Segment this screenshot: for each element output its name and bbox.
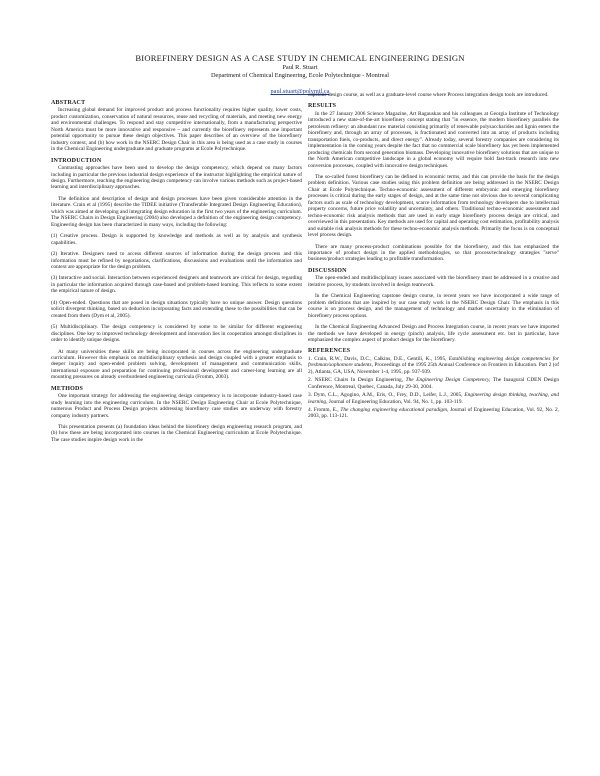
intro-paragraph: At many universities these skills are being incorporated in courses across the engineering undergraduate curriculum. However this emphasis on multidisciplinary synthesis and design coupled with a greater emphasis to deeper inquiry and open-ended problem solving, development of management and communication skills, international exposure and preparation for continuing professional development and career-long learning are all mounting pressures on already overburdened engineering curricula (Fromm, 2003). bbox=[51, 348, 302, 381]
author-name: Paul R. Stuart bbox=[282, 64, 318, 71]
intro-list-item: (2) Iterative. Designers need to access different sources of information during the design process and this information must be refined by negotiations, clarifications, discussions and evaluations until the information and context are appropriate for the design problem. bbox=[51, 251, 302, 270]
reference-item: 3. Dym, C.L., Agogino, A.M., Eris, O., Frey, D.D., Leifer, L.J., 2005, Engineering design thinking, teaching, and learning, Journal of Engineering Education, Vol. 94, No. 1, pp. 103-119. bbox=[308, 392, 559, 405]
intro-paragraph: Contrasting approaches have been used to develop the design competency, which depend on many factors including in particular the previous industrial design experience of the instructor highlighting the empirical nature of design. Furthermore, teaching the engineering design competency can involve various methods such as project-based learning and interdisciplinary approaches. bbox=[51, 165, 302, 191]
results-paragraph: In the 27 January 2006 Science Magazine, Art Ragauskas and his colleagues at Georgia Institute of Technology introduced a new state-of-the-art biorefinery concept stating that "in essence, the modern biorefinery parallels the petroleum refinery: an abundant raw material consisting primarily of renewable polysaccharides and lignin enters the biorefinery and, through an array of processes, is fractionated and converted into an array of products including transportation fuels, co-products, and direct energy". Already today, several forestry companies are considering its implementation in the coming years despite the fact that no commercial scale biorefinery has yet been implemented producing chemicals from second generation biomass. Developing innovative biorefinery solutions that are unique to the North American competitive landscape in a global economy will require bold fast-track research into new conversion processes, coupled with innovative design techniques. bbox=[308, 110, 559, 169]
abstract-heading: ABSTRACT bbox=[51, 100, 86, 106]
author-email-link[interactable]: paul.stuart@polymtl.ca bbox=[270, 88, 330, 95]
discussion-paragraph: In the Chemical Engineering capstone design course, in recent years we have incorporated a wide range of problem definitions that are inspired by our case study work in the NSERC Design Chair. The emphasis in this course is on process design, and the management of technology and market uncertainty in the elimination of biorefinery process options. bbox=[308, 293, 559, 319]
methods-continuation: capstone design course, as well as a graduate-level course where Process integration design tools are introduced. bbox=[308, 92, 549, 98]
introduction-heading: INTRODUCTION bbox=[51, 157, 102, 164]
reference-list bbox=[308, 356, 559, 420]
left-column bbox=[51, 98, 302, 448]
results-heading: RESULTS bbox=[308, 103, 337, 110]
paper-title: BIOREFINERY DESIGN AS A CASE STUDY IN CHEMICAL ENGINEERING DESIGN bbox=[135, 53, 465, 63]
right-column bbox=[308, 92, 559, 422]
results-paragraph: The so-called forest biorefinery can be defined in economic terms, and this can provide the basis for the design problem definition. Various case studies using this problem definition are being addressed in the NSERC Design Chair at Ecole Polytechnique. Techno-economic assessment of different embryonic and emerging biorefinery processes is critical during the early stages of design, and at the same time not obvious due to several complicating factors such as scale of technology development, scarce information from technology developers due to intellectual property concerns, future price volatility and uncertainty, and others. Traditional techno-economic assessment and techno-economic risk analysis methods that are used in early stage biorefinery process design are critical, and overviewed in this presentation. Key methods are used for capital and operating cost estimation, profitability analysis and suitable risk analysis methods for these techno-economic analysis methods. Primarily the focus is on conceptual level process design. bbox=[308, 173, 559, 239]
intro-list-item: (5) Multidisciplinary. The design competency is considered by some to be similar for different engineering disciplines. One key to improved technology development and innovation lies in cooperation amongst disciplines in order to identify unique designs. bbox=[51, 324, 302, 344]
references-heading: REFERENCES bbox=[308, 348, 351, 355]
reference-item: 1. Crain, R.W., Davis, D.C., Calkins, D.E., Gentili, K., 1995, Establishing engineering design competencies for freshman/sophomore students, Proceedings of the 1995 25th Annual Conference on Frontiers in Education. Part 2 (of 2), Atlanta, GA, USA, November 1-4, 1995, pp. 937-939. bbox=[308, 355, 559, 375]
methods-paragraph: One important strategy for addressing the engineering design competency is to incorporate industry-based case study learning into the engineering curriculum. In the NSERC Design Engineering Chair at Ecole Polytechnique, numerous Product and Process Design projects addressing biorefinery case studies are underway with forestry company industry partners. bbox=[51, 393, 302, 419]
discussion-heading: DISCUSSION bbox=[308, 267, 347, 274]
abstract-text: Increasing global demand for improved product and process functionality requires higher quality, lower costs, product customization, conservation of natural resources, reuse and recycling of materials, and meeting new energy and environmental challenges. To respond and stay competitive internationally, from a manufacturing perspective North America must be more innovative and responsive – and currently the biorefinery represents one important potential opportunity to pursue these design objectives. This paper describes of an overview of the biorefinery industry context, and (b) how work in the NSERC Design Chair in this area is being used as a case study in courses in the Chemical Engineering undergraduate and graduate programs at Ecole Polytechnique. bbox=[51, 107, 302, 153]
discussion-paragraph: The open-ended and multidisciplinary issues associated with the biorefinery must be addressed in a creative and iterative process, by students involved in design teamwork. bbox=[308, 275, 559, 288]
discussion-paragraph: In the Chemical Engineering Advanced Design and Process Integration course, in recent years we have imported the methods we have developed in energy (pinch) analysis, life cycle assessment etc. but in particular, have emphasized the complex aspect of product design for the biorefinery. bbox=[308, 324, 559, 343]
methods-heading: METHODS bbox=[51, 385, 84, 392]
reference-item: 4. Fromm, E., The changing engineering educational paradigm, Journal of Engineering Education, Vol. 92, No. 2, 2003, pp. 113-121. bbox=[308, 407, 559, 420]
intro-list-item: (1) Creative process. Design is supported by knowledge and methods as well as by analysis and synthesis capabilities. bbox=[51, 233, 302, 246]
intro-list-item: (3) Interactive and social. Interaction between experienced designers and teamwork are critical for design, regarding in particular the information acquired through case-based and problem-based learning. This reflects to some extent the empirical nature of design. bbox=[51, 275, 302, 295]
methods-paragraph: This presentation presents (a) foundation ideas behind the biorefinery design engineering research program, and (b) how these are being incorporated into courses in the Chemical Engineering curriculum at Ecole Polytechnique. The case studies inspire design work in the bbox=[51, 424, 302, 443]
reference-item: 2. NSERC Chairs In Design Engineering, The Engineering Design Competency, The Inaugural CDEN Design Conference, Montreal, Quebec, Canada, July 29-30, 2004. bbox=[308, 377, 560, 390]
intro-paragraph: The definition and description of design and design processes have been given considerable attention in the literature. Crain et al (1995) describe the TIDEE initiative (Transferable Integrated Design Engineering Education), which was aimed at developing and integrating design education in the first two years of the engineering curriculum. The NSERC Chairs in Design Engineering (2004) also developed a definition of the engineering design competency. Engineering design has been characterized in many ways, including the following: bbox=[51, 195, 302, 228]
results-paragraph: There are many process-product combinations possible for the biorefinery, and this has emphasized the importance of product design in the applied methodologies, so that process/technology strategies "serve" business/product strategies leading to profitable transformation. bbox=[308, 243, 559, 263]
intro-list-item: (4) Open-ended. Questions that are posed in design situations typically have no unique answer. Design questions solicit divergent thinking, based on deduction incorporating facts and extending these to the possibilities that can be created from them (Dym et al, 2005). bbox=[51, 299, 302, 319]
author-affiliation: Department of Chemical Engineering, Ecole Polytechnique - Montreal bbox=[210, 72, 389, 79]
